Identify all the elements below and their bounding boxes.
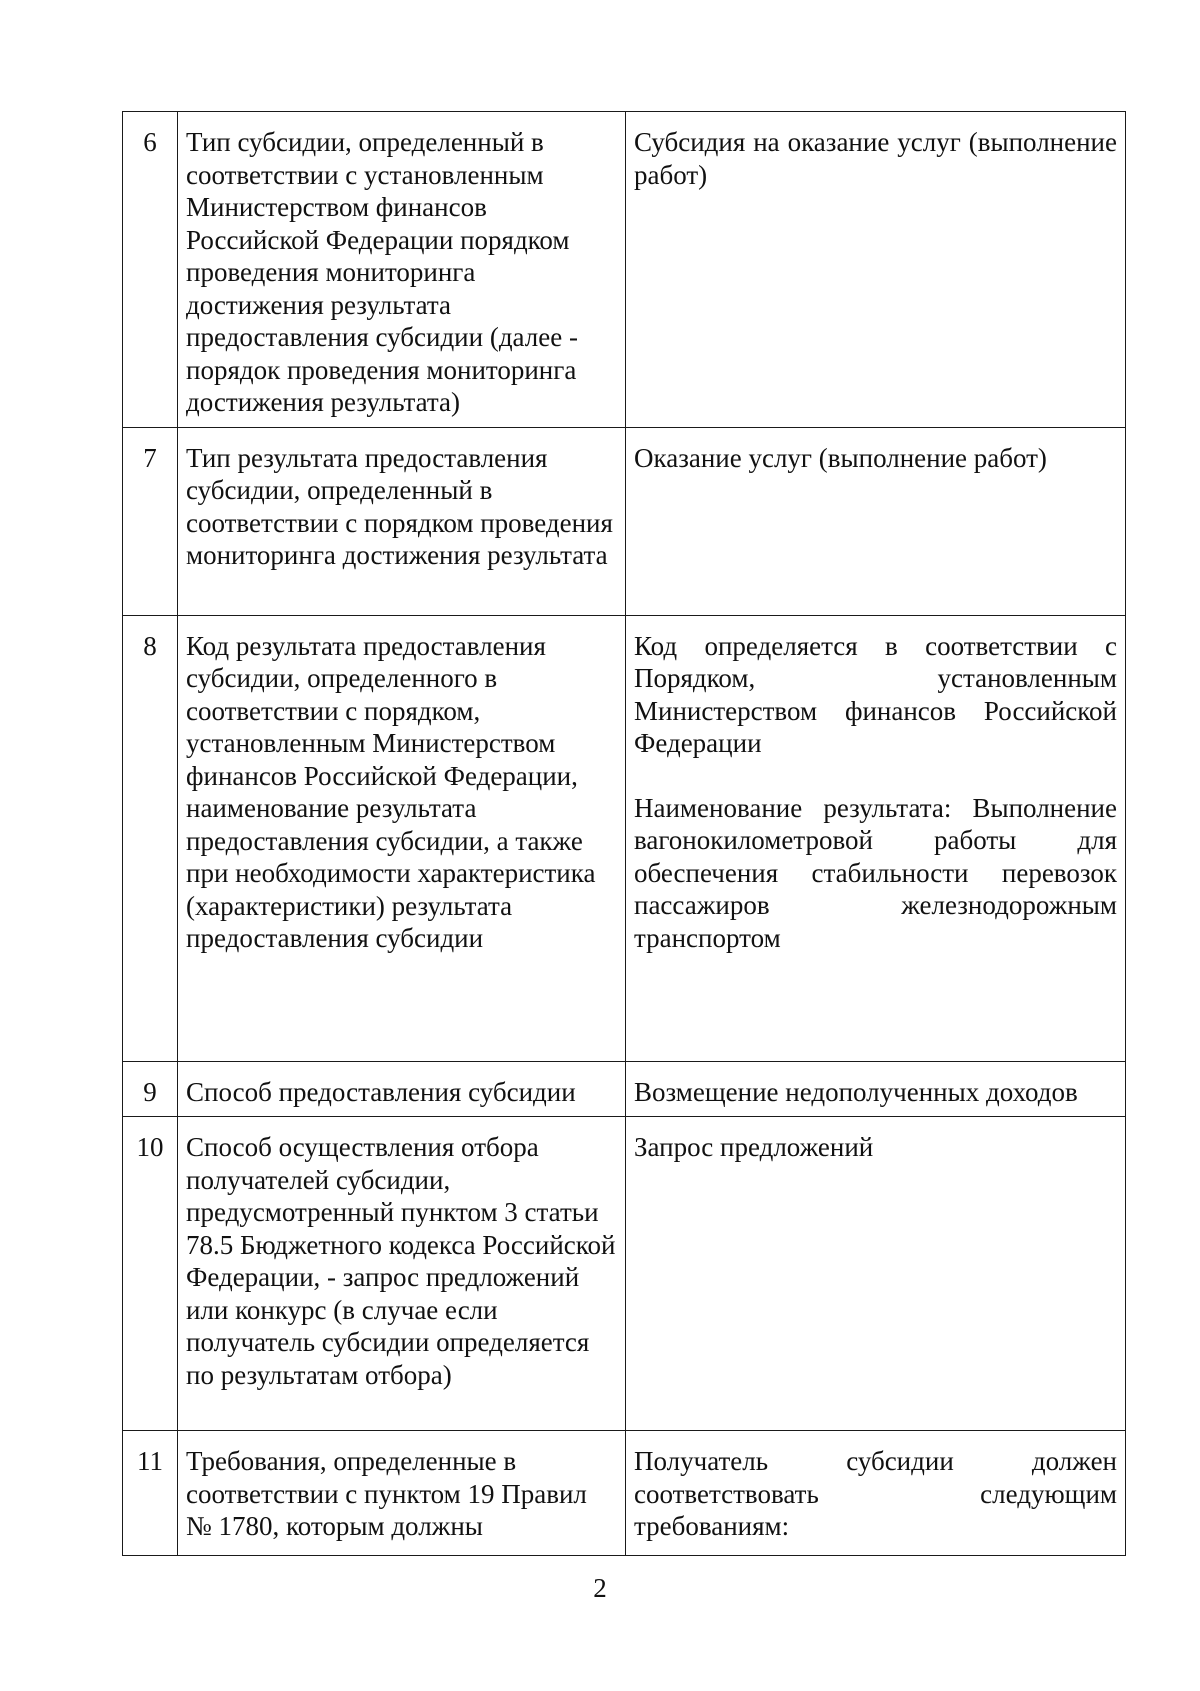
row-label: Способ осуществления отбора получателей субсидии, предусмотренный пунктом 3 статьи 78.5 Бюджетного кодекса Российской Федерации, - запрос предложений или конкурс (в случае если получатель субсидии определяется по результатам отбора)	[178, 1117, 626, 1431]
table-row	[123, 615, 1126, 1061]
row-number: 11	[123, 1431, 178, 1556]
table-row	[123, 427, 1126, 615]
row-value-text: Субсидия на оказание услуг (выполнение работ)	[634, 127, 1117, 190]
table-row	[123, 1431, 1126, 1556]
row-value	[626, 112, 1126, 428]
row-number: 6	[123, 112, 178, 428]
requirements-table	[122, 111, 1126, 1556]
row-label: Тип результата предоставления субсидии, определенный в соответствии с порядком проведения мониторинга достижения результата	[178, 427, 626, 615]
row-value	[626, 615, 1126, 1061]
row-label: Требования, определенные в соответствии с пунктом 19 Правил № 1780, которым должны	[178, 1431, 626, 1556]
row-value-text: Получатель субсидии должен соответствовать следующим требованиям:	[634, 1446, 1117, 1541]
row-value-text: Наименование результата: Выполнение вагонокилометровой работы для обеспечения стабильности перевозок пассажиров железнодорожным транспортом	[634, 792, 1117, 953]
row-number: 9	[123, 1061, 178, 1117]
table-row	[123, 112, 1126, 428]
row-value-text: Возмещение недополученных доходов	[634, 1076, 1078, 1107]
row-label: Код результата предоставления субсидии, определенного в соответствии с порядком, установленным Министерством финансов Российской Федерации, наименование результата предоставления субсидии, а также при необходимости характеристика (характеристики) результата предоставления субсидии	[178, 615, 626, 1061]
row-value-text: Код определяется в соответствии с Порядком, установленным Министерством финансов Российской Федерации	[634, 630, 1117, 758]
table-row	[123, 1061, 1126, 1117]
row-value	[626, 1431, 1126, 1556]
row-number: 10	[123, 1117, 178, 1431]
row-value	[626, 427, 1126, 615]
row-value-text: Оказание услуг (выполнение работ)	[634, 442, 1047, 473]
row-number: 8	[123, 615, 178, 1061]
row-value	[626, 1117, 1126, 1431]
row-number: 7	[123, 427, 178, 615]
row-value-text: Запрос предложений	[634, 1132, 874, 1162]
page-number: 2	[593, 1573, 607, 1603]
row-label: Способ предоставления субсидии	[178, 1061, 626, 1117]
table-row	[123, 1117, 1126, 1431]
row-label: Тип субсидии, определенный в соответствии с установленным Министерством финансов Российской Федерации порядком проведения мониторинга достижения результата предоставления субсидии (далее - порядок проведения мониторинга достижения результата)	[178, 112, 626, 428]
row-value	[626, 1061, 1126, 1117]
